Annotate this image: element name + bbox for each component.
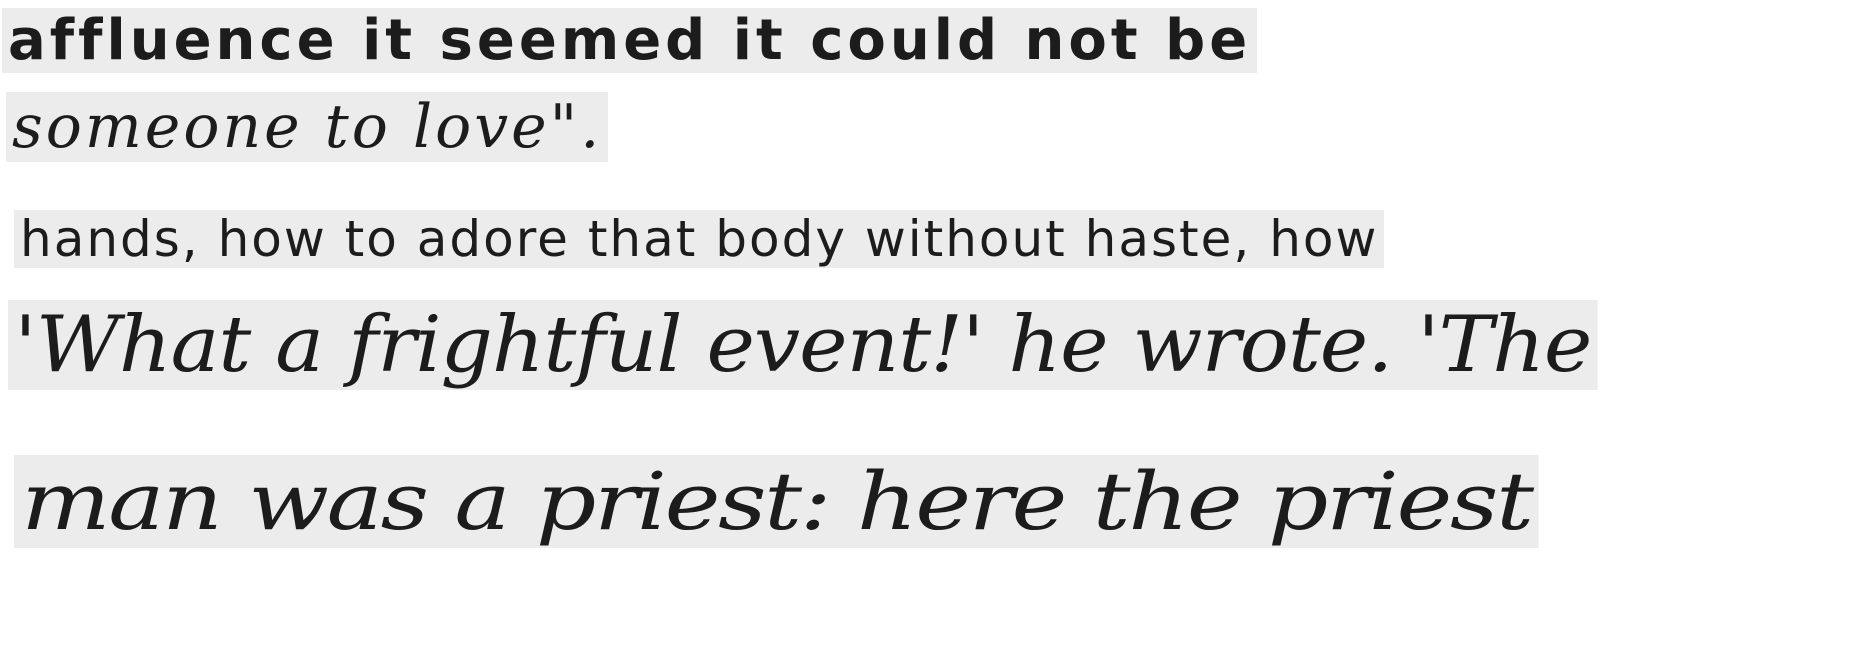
- handwritten-line-4: [8, 300, 1598, 390]
- line-4-text: 'What a frightful event!' he wrote. 'The: [8, 300, 1598, 390]
- handwritten-line-2: [6, 92, 608, 162]
- line-3-text: hands, how to adore that body without haste, how: [14, 210, 1384, 268]
- line-2-text: someone to love".: [6, 92, 608, 162]
- handwritten-line-3: [14, 210, 1384, 268]
- handwritten-line-1: [2, 8, 1257, 73]
- line-1-text: affluence it seemed it could not be: [2, 8, 1257, 73]
- line-5-text: man was a priest: here the priest: [14, 455, 1539, 548]
- handwritten-line-5: [14, 455, 1539, 548]
